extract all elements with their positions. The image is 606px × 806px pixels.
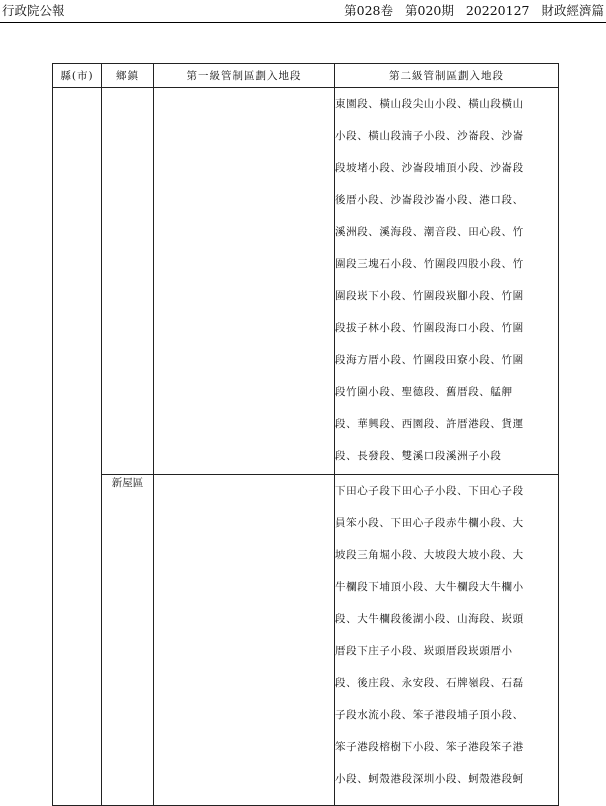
section-name: 財政經濟篇 — [541, 3, 604, 18]
county-cell — [53, 88, 102, 806]
land-line: 子段水流小段、笨子港段埔子頂小段、 — [335, 709, 524, 721]
land-line: 段、大牛欄段後湖小段、山海段、崁頭 — [335, 613, 524, 625]
land-line: 笨子港段榕樹下小段、笨子港段笨子港 — [335, 741, 524, 753]
land-line: 牛欄段下埔頂小段、大牛欄段大牛欄小 — [335, 581, 524, 593]
land-line: 小段、橫山段湳子小段、沙崙段、沙崙 — [335, 130, 524, 142]
publish-date: 20220127 — [465, 3, 530, 18]
land-line: 段坡堵小段、沙崙段埔頂小段、沙崙段 — [335, 162, 524, 174]
town-cell: 新屋區 — [102, 475, 154, 806]
land-line: 圍段崁下小段、竹圍段崁腳小段、竹圍 — [335, 290, 524, 302]
land-line: 段、後庄段、永安段、石牌嶺段、石磊 — [335, 677, 524, 689]
issue-info — [332, 0, 604, 22]
land-line: 段、長發段、雙溪口段溪洲子小段 — [335, 450, 502, 462]
town-cell — [102, 88, 154, 475]
page-header — [0, 0, 606, 24]
land-line: 圍段三塊石小段、竹圍段四股小段、竹 — [335, 258, 524, 270]
land-section-table — [52, 63, 559, 806]
level2-cell — [335, 88, 559, 475]
land-line: 員笨小段、下田心子段赤牛欄小段、大 — [335, 517, 524, 529]
volume-number: 第028卷 — [344, 3, 393, 18]
land-line: 後厝小段、沙崙段沙崙小段、港口段、 — [335, 194, 524, 206]
level2-cell — [335, 475, 559, 806]
land-line: 下田心子段下田心子小段、下田心子段 — [335, 485, 524, 497]
table-header-row — [53, 64, 559, 88]
col-header-county: 縣(市) — [53, 64, 102, 88]
level1-cell — [154, 475, 335, 806]
land-line: 段、華興段、西園段、許厝港段、貨運 — [335, 418, 524, 430]
land-line: 坡段三角堀小段、大坡段大坡小段、大 — [335, 549, 524, 561]
land-line: 厝段下庄子小段、崁頭厝段崁頭厝小 — [335, 645, 513, 657]
land-line: 段海方厝小段、竹圍段田寮小段、竹圍 — [335, 354, 524, 366]
col-header-town: 鄉鎮 — [102, 64, 154, 88]
header-rule — [0, 22, 606, 23]
table-row — [53, 475, 559, 806]
level1-cell — [154, 88, 335, 475]
table-row — [53, 88, 559, 475]
land-line: 東園段、橫山段尖山小段、橫山段橫山 — [335, 98, 524, 110]
col-header-level1: 第一級管制區劃入地段 — [154, 64, 335, 88]
issue-number: 第020期 — [405, 3, 454, 18]
publisher-title: 行政院公報 — [2, 3, 65, 18]
land-line: 段竹圍小段、聖德段、舊厝段、艋舺 — [335, 386, 513, 398]
land-line: 小段、蚵殼港段深圳小段、蚵殼港段蚵 — [335, 773, 524, 785]
land-line: 溪洲段、溪海段、潮音段、田心段、竹 — [335, 226, 524, 238]
land-line: 段拔子林小段、竹圍段海口小段、竹圍 — [335, 322, 524, 334]
col-header-level2: 第二級管制區劃入地段 — [335, 64, 559, 88]
